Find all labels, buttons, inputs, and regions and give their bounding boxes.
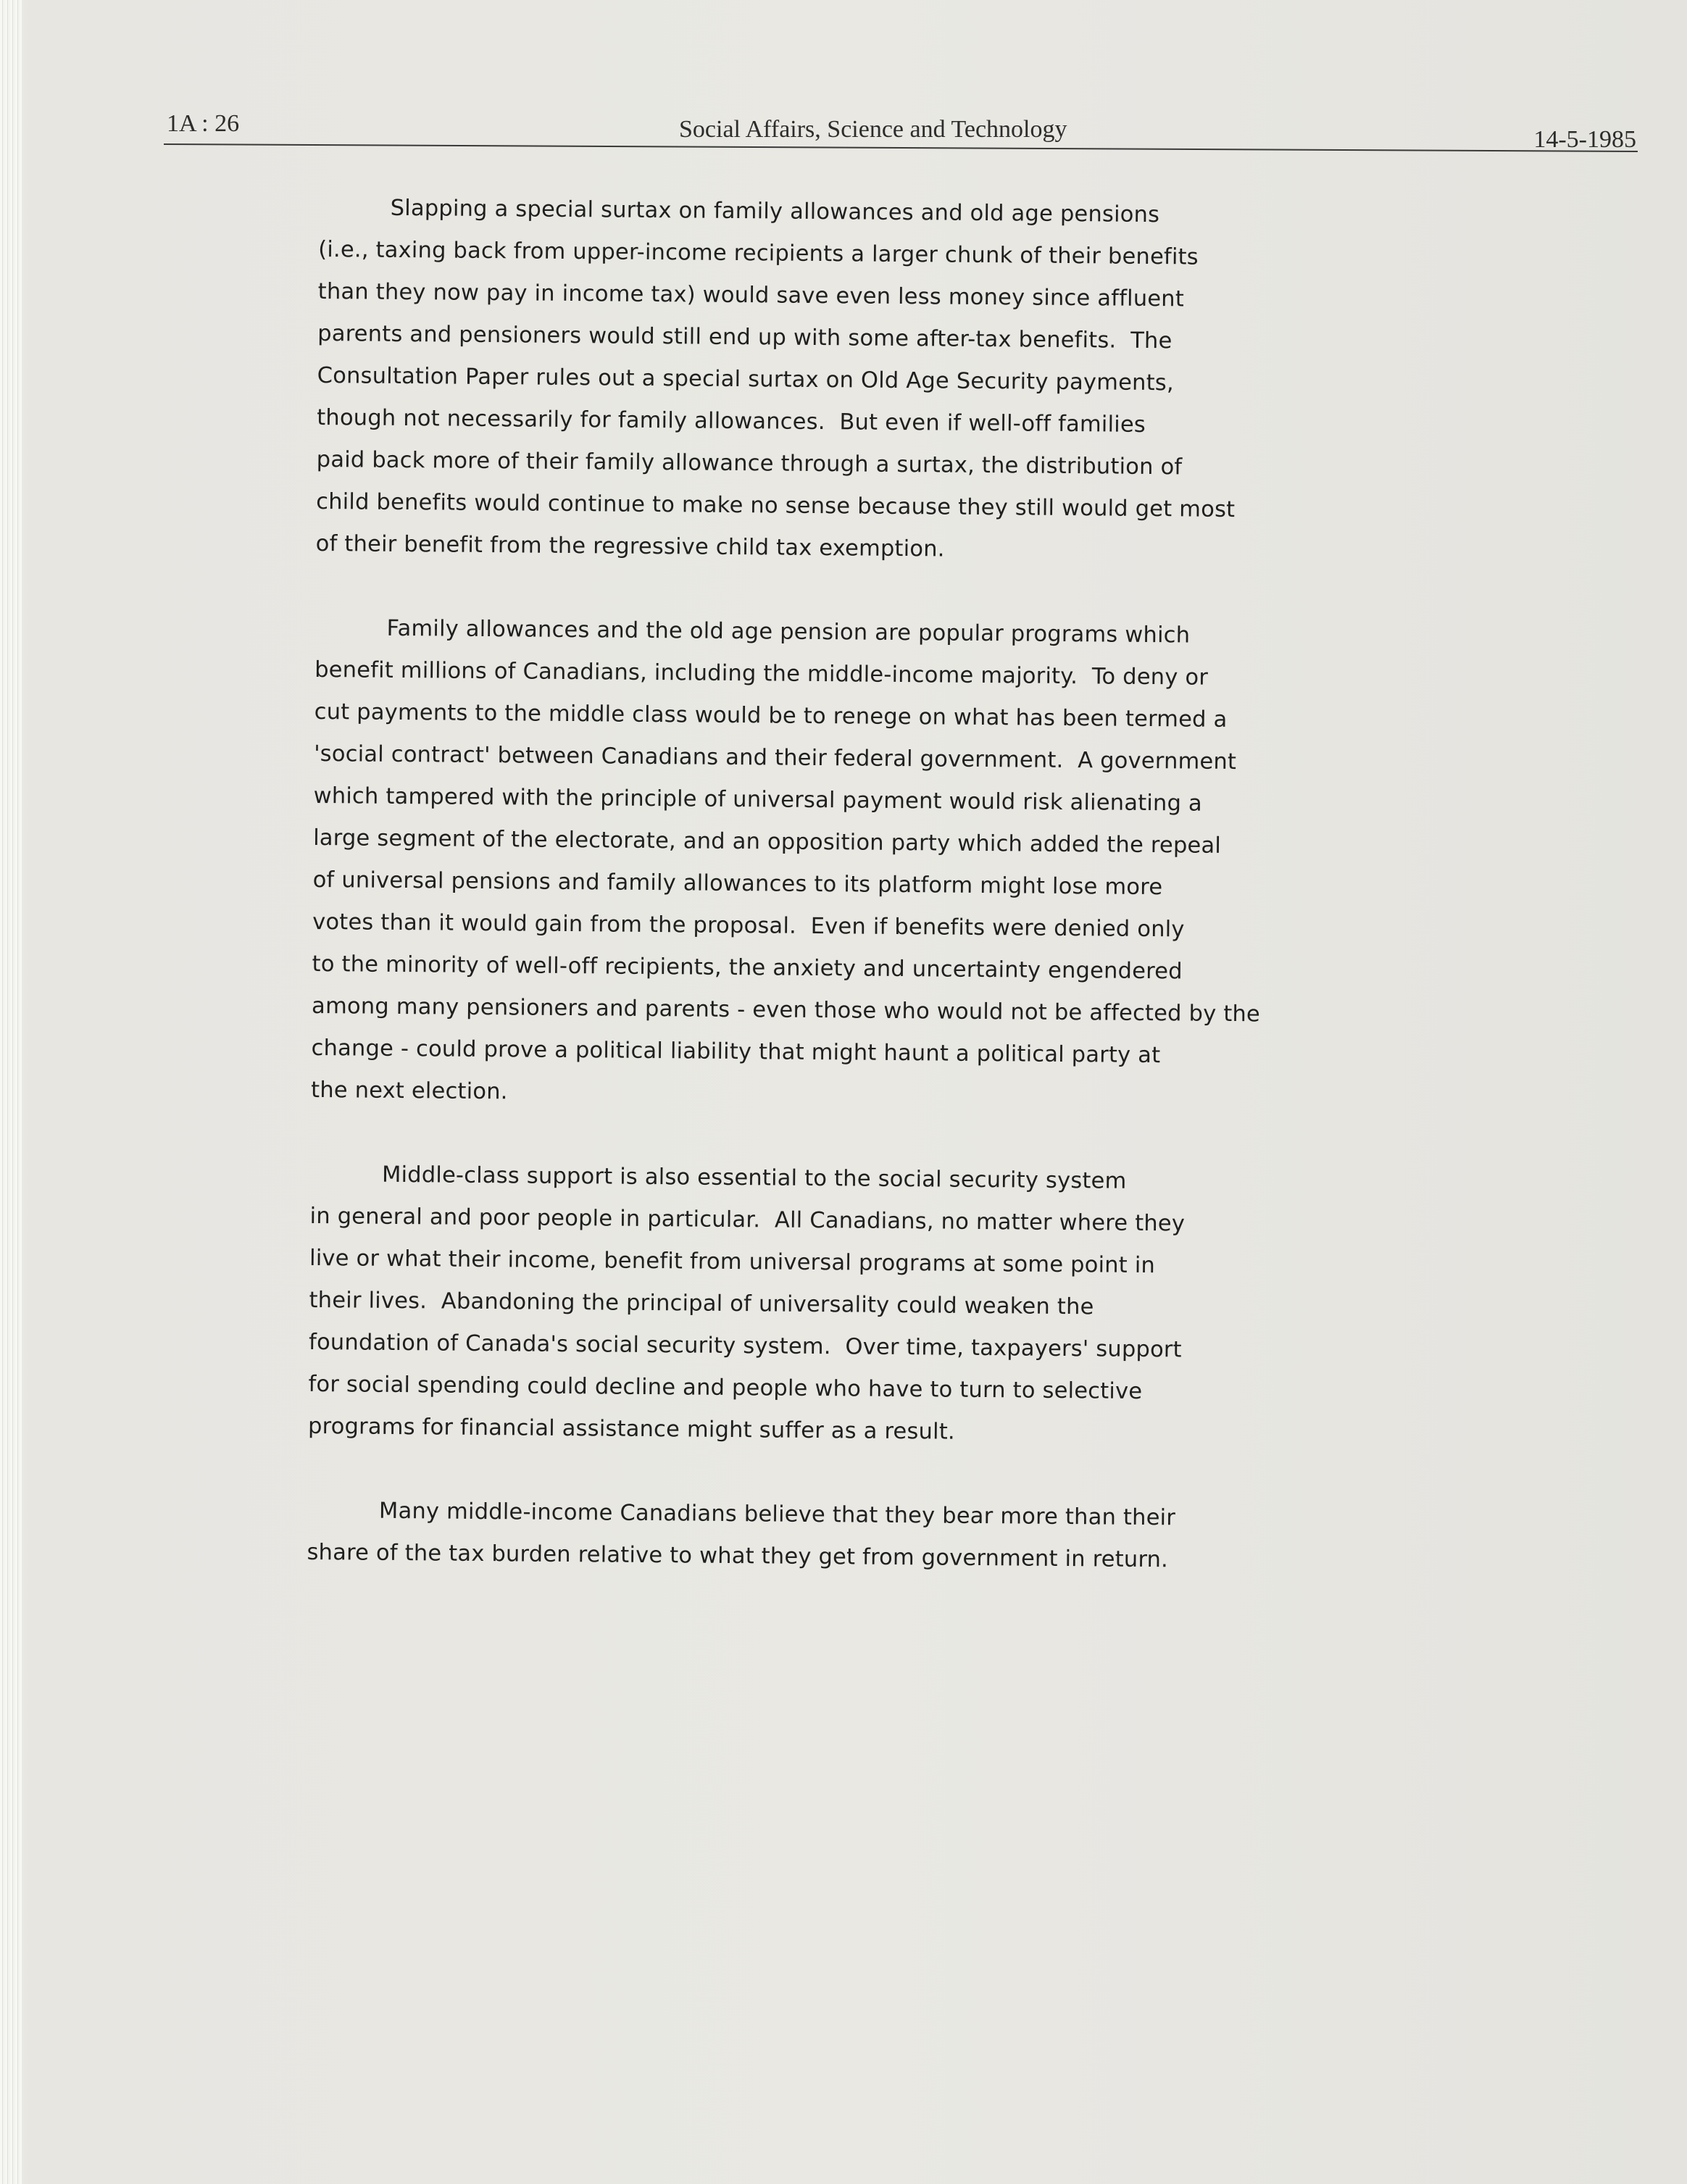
text-line: to the minority of well-off recipients, the anxiety and uncertainty engendered [312,951,1183,985]
page-stack-edge [0,0,22,2184]
header-date: 14-5-1985 [1533,126,1636,153]
page-reference: 1A : 26 [167,110,240,137]
text-line: Many middle-income Canadians believe that they bear more than their [307,1497,1176,1531]
text-line: of their benefit from the regressive child tax exemption. [315,530,945,562]
text-line: parents and pensioners would still end up with some after-tax benefits. The [317,320,1172,354]
paragraph-2 [311,607,1475,1122]
text-line: Slapping a special surtax on family allowances and old age pensions [318,194,1160,228]
text-line: large segment of the electorate, and an opposition party which added the repeal [313,825,1222,859]
text-line: though not necessarily for family allowances. But even if well-off families [317,404,1146,438]
paragraph-3 [308,1154,1470,1458]
paragraph-1 [315,187,1478,575]
paragraph-4 [307,1490,1467,1584]
text-line: which tampered with the principle of universal payment would risk alienating a [313,783,1203,817]
text-line: among many pensioners and parents - even those who would not be affected by the [311,993,1261,1028]
text-line: Family allowances and the old age pension are popular programs which [315,614,1191,649]
text-line: of universal pensions and family allowances to its platform might lose more [312,867,1163,901]
text-line: live or what their income, benefit from universal programs at some point in [309,1245,1156,1279]
header-title: Social Affairs, Science and Technology [679,116,1067,143]
text-line: share of the tax burden relative to what they get from government in return. [307,1539,1169,1573]
text-line: votes than it would gain from the proposal. Even if benefits were denied only [312,909,1185,943]
text-line: 'social contract' between Canadians and their federal government. A government [314,741,1237,775]
text-line: for social spending could decline and people who have to turn to selective [308,1371,1143,1404]
document-body [307,187,1478,1584]
text-line: cut payments to the middle class would be to renege on what has been termed a [314,699,1228,733]
text-line: in general and poor people in particular. All Canadians, no matter where they [309,1203,1186,1237]
text-line: change - could prove a political liability that might haunt a political party at [311,1035,1161,1069]
text-line: paid back more of their family allowance through a surtax, the distribution of [316,446,1183,480]
text-line: benefit millions of Canadians, including the middle-income majority. To deny or [315,657,1209,691]
text-line: the next election. [310,1077,508,1105]
text-line: than they now pay in income tax) would save even less money since affluent [317,278,1185,312]
text-line: Consultation Paper rules out a special surtax on Old Age Security payments, [317,362,1174,396]
text-line: programs for financial assistance might suffer as a result. [307,1413,955,1445]
text-line: Middle-class support is also essential to the social security system [309,1161,1127,1194]
text-line: their lives. Abandoning the principal of universality could weaken the [309,1287,1094,1320]
text-line: child benefits would continue to make no sense because they still would get most [316,488,1236,523]
text-line: (i.e., taxing back from upper-income recipients a larger chunk of their benefits [318,236,1199,270]
text-line: foundation of Canada's social security system. Over time, taxpayers' support [308,1329,1182,1363]
